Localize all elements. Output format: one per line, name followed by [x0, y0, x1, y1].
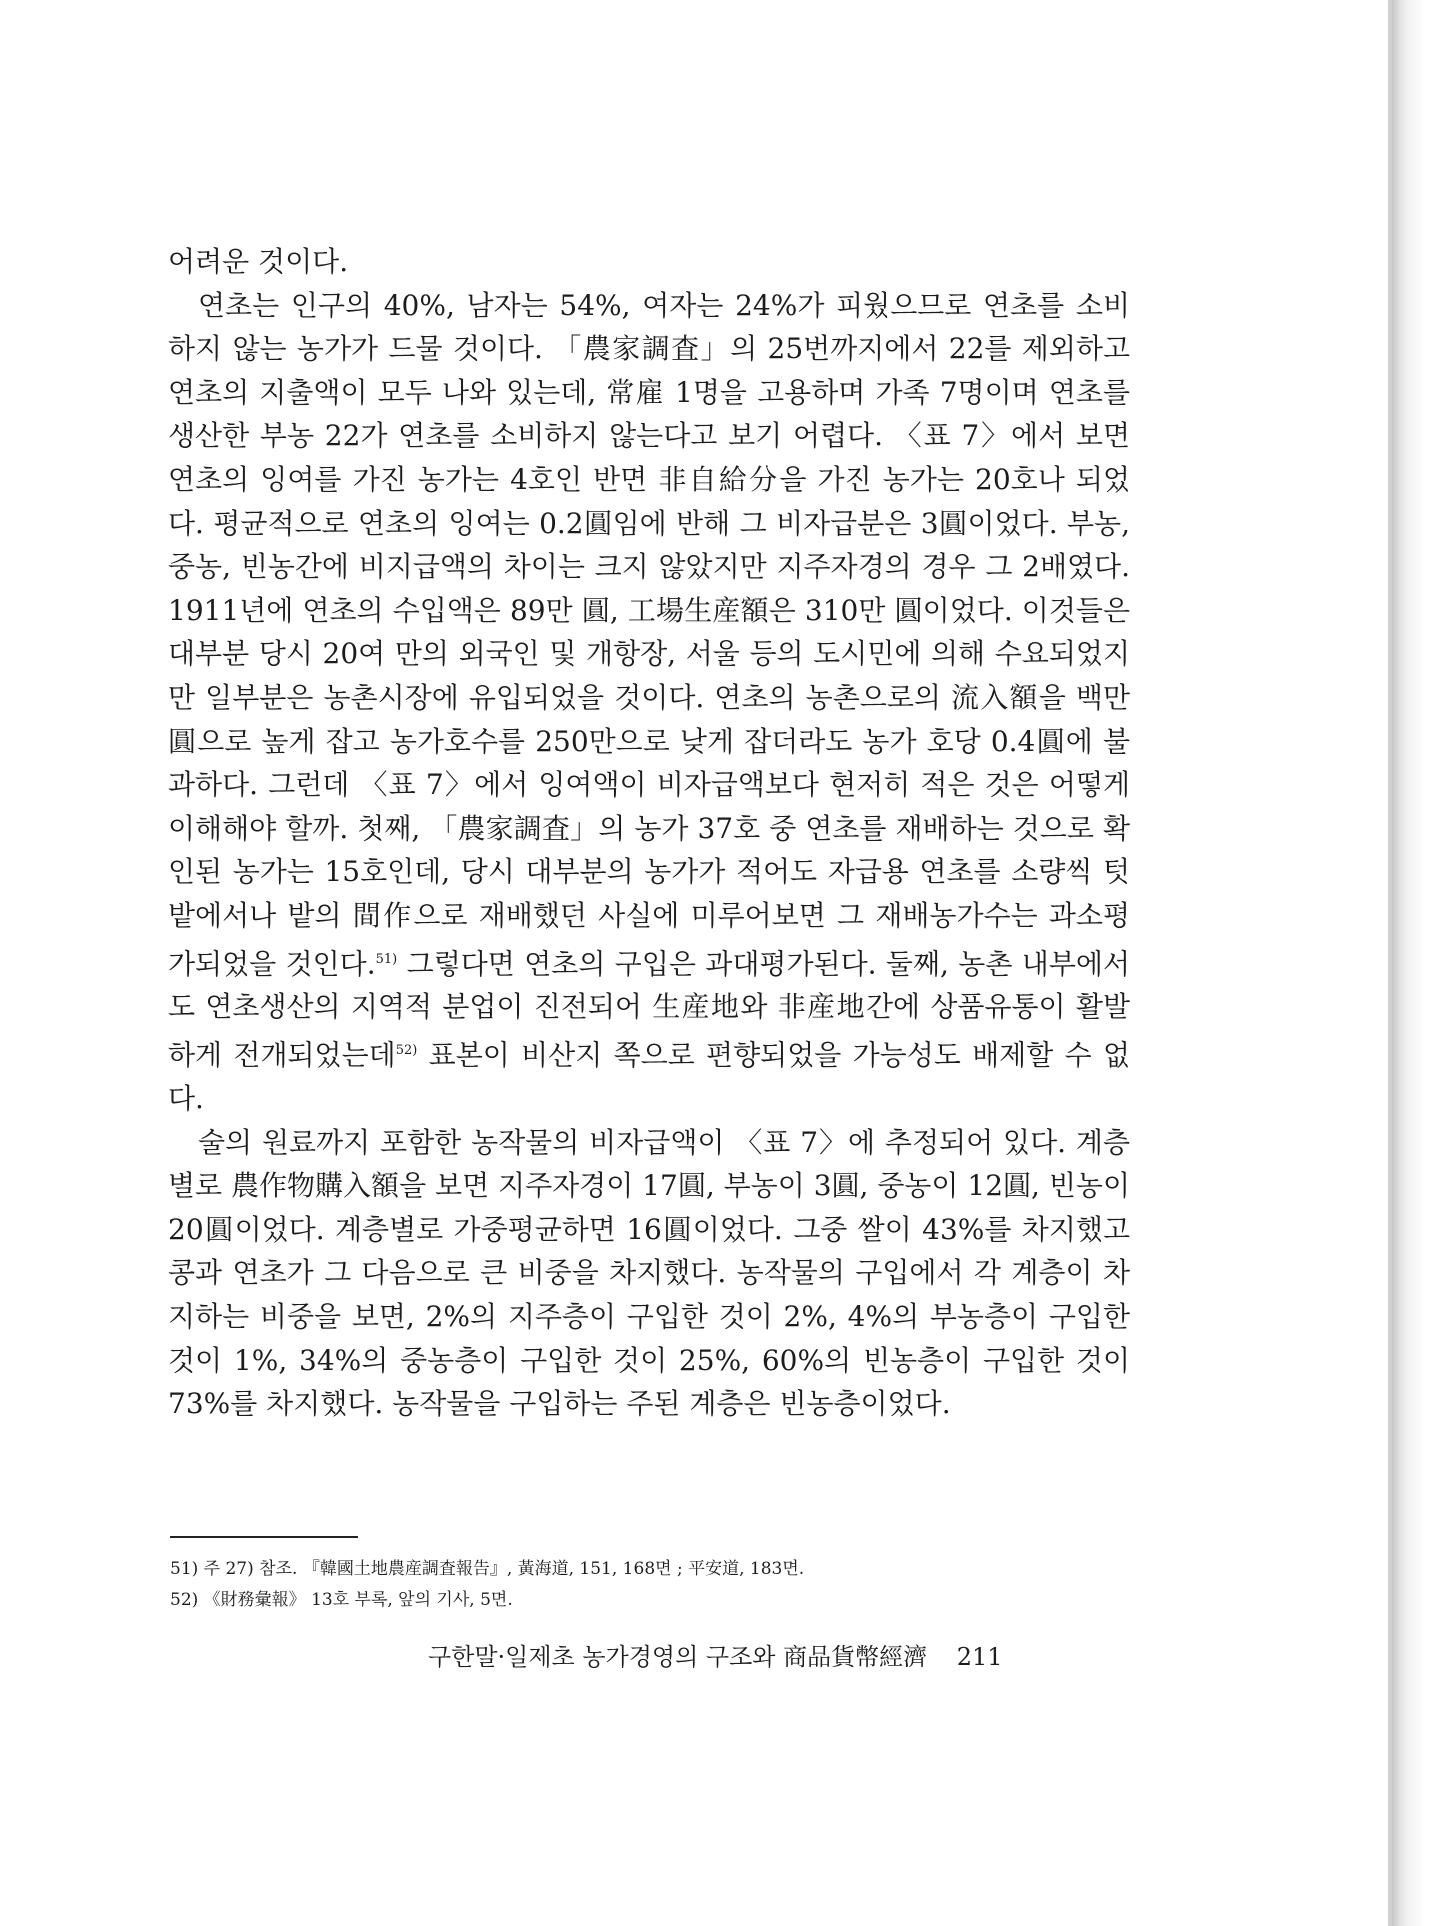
paragraph-2 — [168, 284, 1130, 1121]
paragraph-2-text-end: 표본이 비산지 쪽으로 편향되었을 가능성도 배제할 수 없다. — [168, 1038, 1131, 1115]
footnotes — [170, 1554, 1110, 1616]
footnote-52: 52) 《財務彙報》 13호 부록, 앞의 기사, 5면. — [170, 1590, 513, 1610]
footnote-ref-52: 52) — [395, 1043, 418, 1059]
footnote-ref-51: 51) — [375, 951, 398, 967]
page-number: 211 — [956, 1643, 1003, 1671]
paragraph-2-text: 연초는 인구의 40%, 남자는 54%, 여자는 24%가 피웠으므로 연초를 소비하지 않는 농가가 드물 것이다. 「農家調査」의 25번까지에서 22를 제외하고 연초의 지출액이 모두 나와 있는데, 常雇 1명을 고용하며 가족 7명이며 연초를 생산한 부농 22가 연초를 소비하지 않는다고 보기 어렵다. 〈표 7〉에서 보면 연초의 잉여를 가진 농가는 4호인 반면 非自給分을 가진 농가는 20호나 되었다. 평균적으로 연초의 잉여는 0.2圓임에 반해 그 비자급분은 3圓이었다. 부농, 중농, 빈농간에 비지급액의 차이는 크지 않았지만 지주자경의 경우 그 2배였다. 1911년에 연초의 수입액은 89만 圓, 工場生産額은 310만 圓이었다. 이것들은 대부분 당시 20여 만의 외국인 및 개항장, 서울 등의 도시민에 의해 수요되었지만 일부분은 농촌시장에 유입되었을 것이다. 연초의 농촌으로의 流入額을 백만 圓으로 높게 잡고 농가호수를 250만으로 낮게 잡더라도 농가 호당 0.4圓에 불과하다. 그런데 〈표 7〉에서 잉여액이 비자급액보다 현저히 적은 것은 어떻게 이해해야 할까. 첫째, 「農家調査」의 농가 37호 중 연초를 재배하는 것으로 확인된 농가는 15호인데, 당시 대부분의 농가가 적어도 자급용 연초를 소량씩 텃밭에서나 밭의 間作으로 재배했던 사실에 미루어보면 그 재배농가수는 과소평가되었을 것인다. — [168, 288, 1130, 980]
body-text — [168, 240, 1130, 1426]
running-title: 구한말·일제초 농가경영의 구조와 商品貨幣經濟 — [428, 1643, 928, 1671]
page-footer — [428, 1640, 1068, 1674]
page-shadow — [1392, 0, 1422, 1926]
footnote-51: 51) 주 27) 참조. 『韓國土地農産調査報告』, 黃海道, 151, 168면 ; 平安道, 183면. — [170, 1559, 805, 1579]
footnote-divider — [170, 1536, 358, 1538]
paragraph-2-text-cont: 그렇다면 연초의 구입은 과대평가된다. 둘째, 농촌 내부에서도 연초생산의 지역적 분업이 진전되어 生産地와 非産地간에 상품유통이 활발하게 전개되었는데 — [168, 946, 1130, 1072]
paragraph-1: 어려운 것이다. — [168, 245, 349, 278]
paragraph-3: 술의 원료까지 포함한 농작물의 비자급액이 〈표 7〉에 추정되어 있다. 계층별로 農作物購入額을 보면 지주자경이 17圓, 부농이 3圓, 중농이 12圓, 빈농이 20圓이었다. 계층별로 가중평균하면 16圓이었다. 그중 쌀이 43%를 차지했고 콩과 연초가 그 다음으로 큰 비중을 차지했다. 농작물의 구입에서 각 계층이 차지하는 비중을 보면, 2%의 지주층이 구입한 것이 2%, 4%의 부농층이 구입한 것이 1%, 34%의 중농층이 구입한 것이 25%, 60%의 빈농층이 구입한 것이 73%를 차지했다. 농작물을 구입하는 주된 계층은 빈농층이었다. — [168, 1125, 1130, 1421]
